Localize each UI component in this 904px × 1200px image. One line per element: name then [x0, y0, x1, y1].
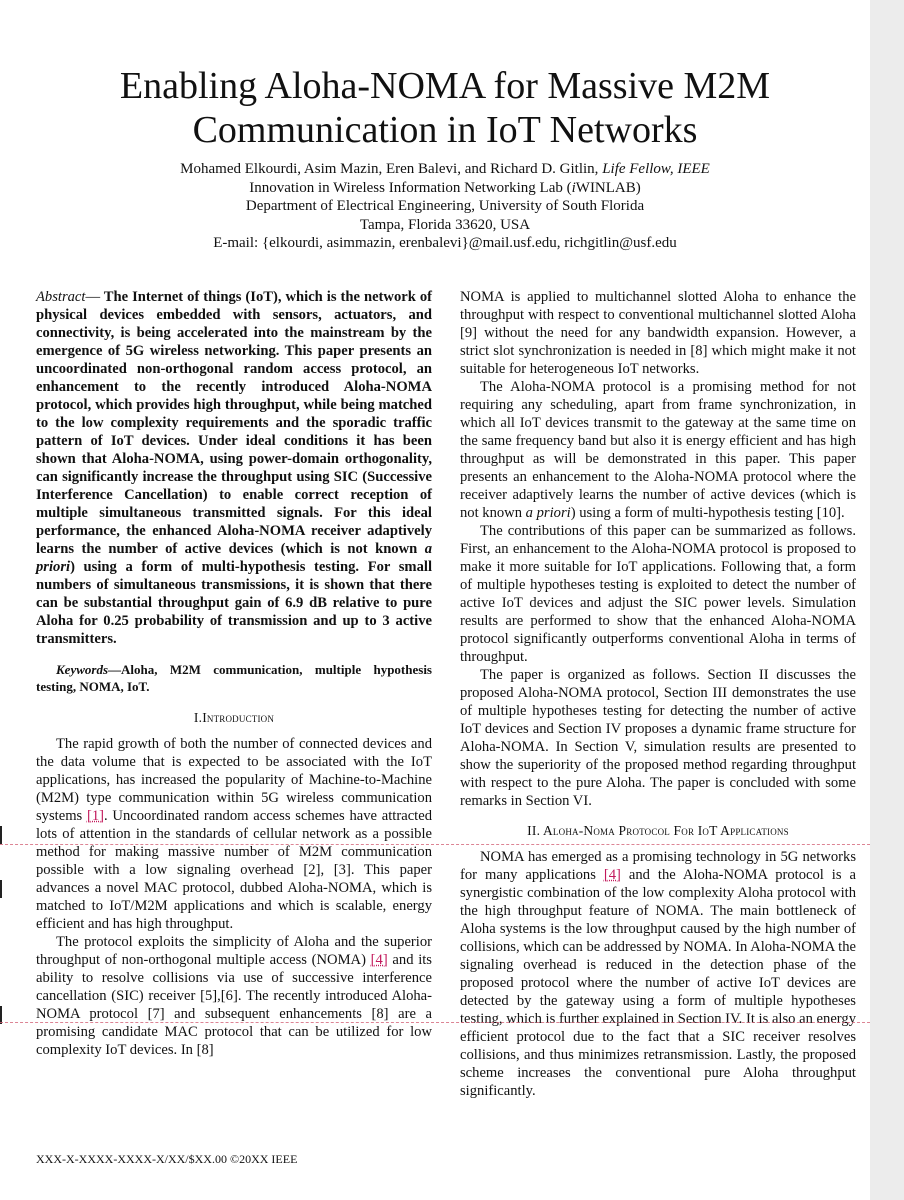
title-line-1: Enabling Aloha-NOMA for Massive M2M — [119, 65, 771, 107]
title-line-2: Communication in IoT Networks — [192, 109, 698, 151]
right-paragraph-0: NOMA is applied to multichannel slotted Aloha to enhance the throughput with respect to conventional multichannel slotted Aloha [9] without the need for any bandwidth expansion. However, a strict slot synchronization is needed in [8] which might make it not suitable for heterogeneous IoT networks. — [460, 289, 856, 377]
authors-line — [40, 160, 850, 179]
copyright-footer: XXX-X-XXXX-XXXX-X/XX/$XX.00 ©20XX IEEE — [36, 1152, 298, 1166]
citation-link[interactable]: [1] — [86, 808, 105, 824]
left-column — [36, 288, 432, 1059]
author-fellow: Life Fellow, IEEE — [602, 161, 710, 177]
abstract: Abstract— The Internet of things (IoT), which is the network of physical devices embedded with sensors, actuators, and connectivity, is being accelerated into the mainstream by the emergence of 5G wireless networking. This paper presents an uncoordinated non-orthogonal random access protocol, an enhancement to the recently introduced Aloha-NOMA protocol, which provides high throughput, while being matched to the low complexity requirements and the sporadic traffic pattern of IoT devices. Under ideal conditions it has been shown that Aloha-NOMA, using power-domain orthogonality, can significantly increase the throughput using SIC (Successive Interference Cancellation) to enable correct reception of multiple simultaneous transmitted signals. For this ideal performance, the enhanced Aloha-NOMA receiver adaptively learns the number of active devices (which is not known a priori) using a form of multi-hypothesis testing. For small numbers of simultaneous transmissions, it is shown that there can be substantial throughput gain of 6.9 dB relative to pure Aloha for 0.25 probability of transmission and up to 3 active transmitters. — [36, 289, 432, 647]
right-paragraph-2: The contributions of this paper can be summarized as follows. First, an enhancement to the Aloha-NOMA protocol is proposed to make it more suitable for IoT applications. Following that, a form of multiple hypotheses testing is exploited to detect the number of active IoT devices and adjust the SIC power levels. Simulation results are performed to show that the enhanced Aloha-NOMA protocol significantly outperforms conventional Aloha in terms of throughput. — [460, 523, 856, 665]
revision-connector-line — [0, 844, 870, 845]
right-column — [460, 288, 856, 1100]
keywords: Keywords—Aloha, M2M communication, multiple hypothesis testing, NOMA, IoT. — [36, 662, 432, 694]
comment-pane — [870, 0, 904, 1200]
affiliation-lab: Innovation in Wireless Information Networking Lab (iWINLAB) — [249, 179, 641, 196]
author-names: Mohamed Elkourdi, Asim Mazin, Eren Balevi, and Richard D. Gitlin, — [180, 161, 599, 177]
affiliation-dept: Department of Electrical Engineering, University of South Florida — [245, 198, 645, 214]
intro-paragraph-1: The rapid growth of both the number of connected devices and the data volume that is expected to be associated with the IoT applications, has increased the popularity of Machine-to-Machine (M2M) type communication within 5G wireless communication systems [1]. Uncoordinated random access schemes have attracted lots of attention in the standards of cellular network as a possible method for making massive number of M2M communication possible with a low signaling overhead [2], [3]. This paper advances a novel MAC protocol, dubbed Aloha-NOMA, which is matched to IoT/M2M applications and which is scalable, energy efficient and has high throughput. — [36, 736, 432, 932]
change-bar — [0, 826, 2, 844]
section-heading-introduction: I.Introduction — [193, 710, 275, 725]
right-paragraph-3: The paper is organized as follows. Section II discusses the proposed Aloha-NOMA protocol, Section III demonstrates the use of multiple hypotheses testing for detecting the number of active IoT devices and Section IV proposes a dynamic frame structure for Aloha-NOMA. In Section V, simulation results are presented to show the superiority of the proposed method regarding throughput with respect to the pure Aloha. The paper is concluded with some remarks in Section VI. — [460, 667, 856, 809]
author-block — [40, 160, 850, 253]
affiliation-city: Tampa, Florida 33620, USA — [359, 216, 531, 233]
affiliation-email: E-mail: {elkourdi, asimmazin, erenbalevi}@mail.usf.edu, richgitlin@usf.edu — [213, 235, 677, 251]
revision-connector-line — [0, 1022, 870, 1023]
change-bar — [0, 880, 2, 898]
citation-link[interactable]: [4] — [370, 952, 388, 968]
citation-link[interactable]: [4] — [603, 867, 621, 883]
right-paragraph-1: The Aloha-NOMA protocol is a promising method for not requiring any scheduling, apart from frame synchronization, in which all IoT devices transmit to the gateway at the same time on the same frequency band but also it is energy efficient and has high throughput as will be demonstrated in this paper. This paper presents an enhancement to the Aloha-NOMA protocol where the receiver adaptively learns the number of active devices (which is not known a priori) using a form of multi-hypothesis testing [10]. — [460, 379, 856, 521]
paper-title — [60, 64, 830, 152]
section-heading-protocol: II. Aloha-Noma Protocol For IoT Applications — [527, 823, 789, 838]
protocol-paragraph: NOMA has emerged as a promising technology in 5G networks for many applications [4] and the Aloha-NOMA protocol is a synergistic combination of the low complexity Aloha protocol with the high throughput feature of NOMA. The main bottleneck of Aloha systems is the low throughput caused by the high number of collisions, which can be addressed by NOMA. In Aloha-NOMA the signaling overhead is reduced in the detection phase of the proposed protocol where the number of active IoT devices are detected by the gateway using a form of multiple hypotheses testing, which is further explained in Section IV. It is also an energy efficient protocol due to the fact that a SIC receiver resolves collisions, and thus minimizes retransmission. Lastly, the proposed scheme increases the conventional pure Aloha throughput significantly. — [460, 849, 856, 1099]
intro-paragraph-2: The protocol exploits the simplicity of Aloha and the superior throughput of non-orthogonal multiple access (NOMA) [4] and its ability to resolve collisions via use of successive interference cancellation (SIC) receiver [5],[6]. The recently introduced Aloha-NOMA protocol [7] and subsequent enhancements [8] are a promising candidate MAC protocol that can be utilized for low complexity IoT devices. In [8] — [36, 934, 432, 1058]
